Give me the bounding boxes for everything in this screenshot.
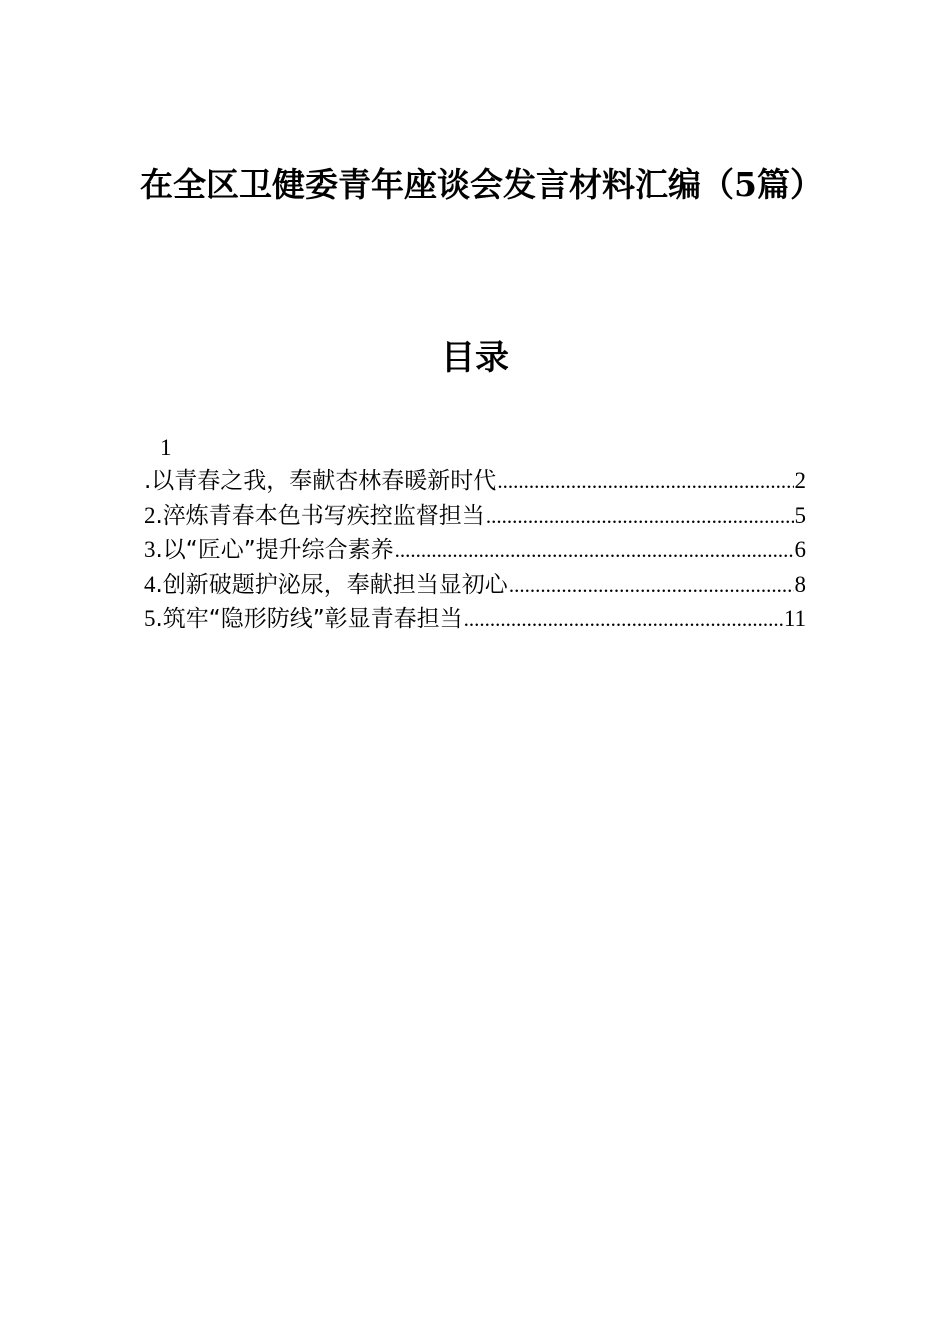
toc-entry-label: 2.淬炼青春本色书写疾控监督担当 <box>144 502 485 529</box>
toc-entry-page-number: 2 <box>794 468 806 493</box>
toc-entry-2[interactable] <box>144 499 806 534</box>
toc-dot-leader <box>464 602 783 637</box>
toc-entry-1[interactable] <box>144 464 806 499</box>
toc-entry-4[interactable] <box>144 568 806 603</box>
toc-entry-3[interactable] <box>144 533 806 568</box>
toc-entry-label: 3.以“匠心”提升综合素养 <box>144 537 394 563</box>
toc-entry-label: 5.筑牢“隐形防线”彰显青春担当 <box>144 606 463 632</box>
document-title: 在全区卫健委青年座谈会发言材料汇编（5篇） <box>140 165 823 204</box>
toc-dot-leader <box>497 464 793 499</box>
toc-entry-page-number: 11 <box>783 606 806 631</box>
toc-entry-label: 4.创新破题护泌尿，奉献担当显初心 <box>144 571 508 598</box>
toc-entry-page-number: 8 <box>794 571 806 597</box>
toc-dot-leader <box>395 533 794 568</box>
toc-heading: 目录 <box>441 338 509 378</box>
toc-entry-label: .以青春之我，奉献杏林春暖新时代 <box>144 468 497 494</box>
toc-first-number: 1 <box>160 435 172 460</box>
toc-dot-leader <box>486 499 794 534</box>
toc-entry-page-number: 6 <box>794 537 806 562</box>
toc-dot-leader <box>509 568 794 603</box>
toc-entry-5[interactable] <box>144 602 806 637</box>
toc-entry-page-number: 5 <box>794 502 806 528</box>
table-of-contents <box>144 432 806 637</box>
